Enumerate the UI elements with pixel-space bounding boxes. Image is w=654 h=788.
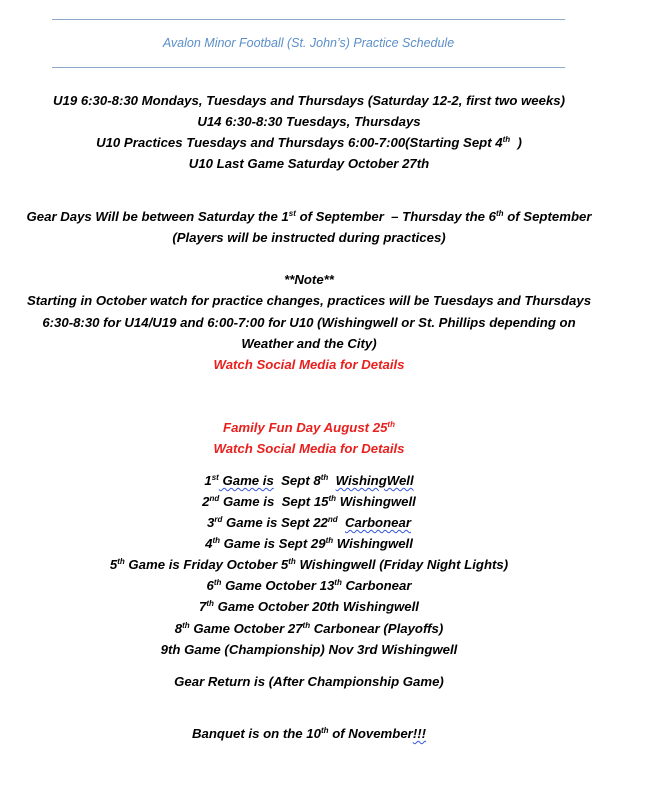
game-8-location: Carbonear (Playoffs) (310, 621, 444, 636)
game-5-number: 5 (109, 557, 118, 572)
game-7-ordinal: th (206, 599, 214, 608)
game-line-2 (0, 494, 618, 510)
game-line-1 (0, 473, 618, 489)
game-6-ordinal: th (213, 578, 222, 587)
game-6-location: Carbonear (341, 578, 412, 593)
game-1-gap (328, 473, 335, 488)
gear-days-sup-2: th (495, 209, 504, 218)
family-social-media-text: Watch Social Media for Details (213, 441, 405, 456)
family-fun-day-text: Family Fun Day August 25 (223, 420, 388, 435)
u19-text: U19 6:30-8:30 Mondays, Tuesdays and Thursdays (Saturday 12-2, first two weeks) (52, 93, 566, 108)
bottom-divider (52, 67, 565, 68)
game-8-date-sup: th (302, 621, 311, 630)
u14-practice-line (0, 114, 618, 130)
game-4-date-sup: th (325, 536, 334, 545)
note-social-media-line (0, 357, 618, 373)
game-1-location: WishingWell (335, 473, 414, 488)
u10-superscript: th (502, 135, 511, 144)
game-3-number: 3 (207, 515, 215, 530)
game-2-location: Wishingwell (336, 494, 416, 509)
game-5-ordinal: th (117, 557, 125, 566)
game-line-6 (0, 578, 618, 594)
game-7-number: 7 (199, 599, 207, 614)
u14-text: U14 6:30-8:30 Tuesdays, Thursdays (197, 114, 421, 129)
gear-return-text: Gear Return is (After Championship Game) (174, 674, 444, 689)
note-line-2-text: 6:30-8:30 for U14/U19 and 6:00-7:00 for U10 (Wishingwell or St. Phillips depending on (42, 315, 576, 330)
game-4-number: 4 (205, 536, 213, 551)
game-2-text: Game is Sept 15 (219, 494, 329, 509)
game-line-8 (0, 621, 618, 637)
top-divider (52, 19, 565, 20)
gear-days-text-3: of September (503, 209, 592, 224)
page-title: Avalon Minor Football (St. John’s) Practice Schedule (162, 36, 455, 50)
u19-practice-line (0, 93, 618, 109)
game-3-gap (338, 515, 345, 530)
game-5-location: Wishingwell (Friday Night Lights) (295, 557, 509, 572)
game-3-ordinal: rd (214, 515, 223, 524)
family-fun-day-sup: th (387, 420, 395, 429)
note-social-media-text: Watch Social Media for Details (213, 357, 405, 372)
gear-days-text-1: Gear Days Will be between Saturday the 1 (26, 209, 289, 224)
gear-return-line (0, 674, 618, 690)
game-6-text: Game October 13 (221, 578, 335, 593)
game-1-ordinal: st (211, 473, 219, 482)
note-heading (0, 272, 618, 288)
game-2-date-sup: th (328, 494, 337, 503)
game-3-date-sup: nd (327, 515, 338, 524)
game-2-ordinal: nd (209, 494, 220, 503)
gear-days-note: (Players will be instructed during practices) (172, 230, 446, 245)
game-1-number: 1 (204, 473, 212, 488)
note-line-1-text: Starting in October watch for practice changes, practices will be Tuesdays and Thursdays (26, 293, 592, 308)
family-social-media-line (0, 441, 618, 457)
game-line-9 (0, 642, 618, 658)
note-line-3-text: Weather and the City) (241, 336, 377, 351)
game-4-location: Wishingwell (333, 536, 413, 551)
game-8-ordinal: th (182, 621, 190, 630)
note-line-2 (0, 315, 618, 331)
game-3-location: Carbonear (345, 515, 411, 530)
game-8-text: Game October 27 (189, 621, 303, 636)
banquet-sup: th (320, 726, 329, 735)
game-8-number: 8 (174, 621, 183, 636)
game-7-text: Game October 20th Wishingwell (213, 599, 419, 614)
game-line-5 (0, 557, 618, 573)
game-4-ordinal: th (212, 536, 221, 545)
game-4-text: Game is Sept 29 (220, 536, 326, 551)
game-line-7 (0, 599, 618, 615)
u10-practice-line (0, 135, 618, 151)
game-3-text: Game is Sept 22 (222, 515, 328, 530)
game-5-text: Game is Friday October 5 (124, 557, 289, 572)
gear-days-line (0, 209, 618, 225)
u10-last-game-line (0, 156, 618, 172)
banquet-text-1: Banquet is on the 10 (192, 726, 321, 741)
banquet-text-2: of November (328, 726, 413, 741)
gear-days-text-2: of September – Thursday the 6 (295, 209, 496, 224)
game-9-text: 9th Game (Championship) Nov 3rd Wishingwell (160, 642, 458, 657)
u10-last-text: U10 Last Game Saturday October 27th (188, 156, 430, 171)
note-line-1 (0, 293, 618, 309)
gear-days-sup-1: st (288, 209, 296, 218)
game-6-number: 6 (206, 578, 214, 593)
banquet-line (0, 726, 618, 742)
game-1-date-sup: th (320, 473, 329, 482)
note-line-3 (0, 336, 618, 352)
note-heading-text: **Note** (284, 272, 334, 287)
banquet-exclamation: !!! (412, 726, 426, 741)
game-2-number: 2 (202, 494, 210, 509)
family-fun-day-line (0, 420, 618, 436)
game-5-date-sup: th (288, 557, 296, 566)
u10-text: U10 Practices Tuesdays and Thursdays 6:00-7:00(Starting Sept 4 (96, 135, 503, 150)
game-line-4 (0, 536, 618, 552)
game-line-3 (0, 515, 618, 531)
game-6-date-sup: th (334, 578, 342, 587)
game-1-date: Sept 8 (273, 473, 321, 488)
u10-text-end: ) (510, 135, 522, 150)
gear-days-note-line (0, 230, 618, 246)
game-1-text: Game is (218, 473, 274, 488)
